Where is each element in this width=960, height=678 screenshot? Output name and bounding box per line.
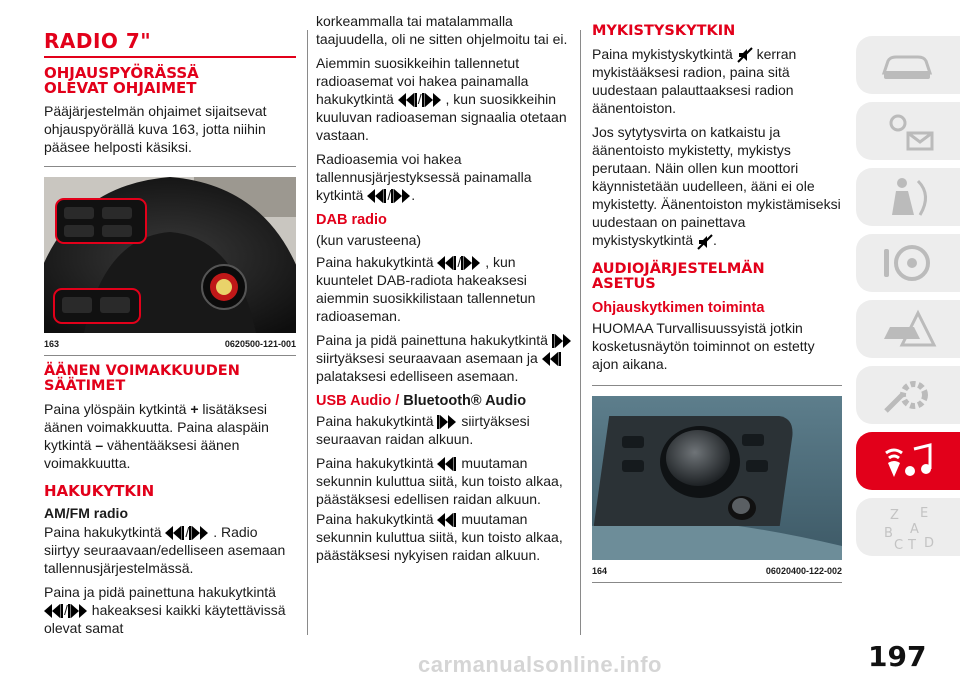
separator: / <box>185 524 190 540</box>
dab-heading: DAB radio <box>316 212 387 228</box>
figure-164 <box>592 385 842 583</box>
column-divider <box>307 30 308 635</box>
paragraph <box>316 150 572 204</box>
usb-heading <box>316 393 572 410</box>
volume-paragraph <box>44 400 296 472</box>
text: Jos sytytysvirta on katkaistu ja äänentoisto mykistetty, mykistys perutaan. Näin ollen kun moottori käynnistetään uudelleen, ääni ei ole mykistetty. Äänentoiston mykistämiseksi uudestaan on painettava mykistyskytkintä <box>592 124 841 249</box>
mute-heading: MYKISTYSKYTKIN <box>592 23 736 39</box>
text: Paina hakukytkintä <box>44 524 162 540</box>
amfm-paragraph-2 <box>44 583 296 637</box>
dab-paragraph-1 <box>316 253 572 325</box>
paragraph: korkeammalla tai matalammalla taajuudella, oli ne sitten ohjelmoitu tai ei. <box>316 13 568 47</box>
tab-starting-driving[interactable] <box>856 234 960 292</box>
next-track-icon <box>391 189 411 203</box>
text: Paina ylöspäin kytkintä <box>44 401 187 417</box>
text: siirtyäksesi seuraavan raidan alkuun. <box>316 413 530 447</box>
mute-icon <box>697 234 713 250</box>
minus-symbol: – <box>95 437 104 453</box>
heading-line: OHJAUSPYÖRÄSSÄ <box>44 64 199 82</box>
previous-track-icon <box>437 256 457 270</box>
text: muutaman sekunnin kuluttua siitä, kun toisto alkaa, päästäksesi edellisen raidan alkuun. <box>316 455 563 507</box>
separator: / <box>417 91 422 107</box>
mute-icon <box>737 47 753 63</box>
tab-emergency[interactable] <box>856 300 960 358</box>
tab-warning-lights[interactable] <box>856 102 960 160</box>
previous-track-icon <box>437 457 457 471</box>
mute-paragraph-1 <box>592 45 842 117</box>
heading-line: AUDIOJÄRJESTELMÄN <box>592 260 765 277</box>
text: . Radio siirtyy seuraavaan/edelliseen asemaan tallennusjärjestelmässä. <box>44 524 286 576</box>
next-track-icon <box>68 604 88 618</box>
multimedia-icon <box>878 439 938 483</box>
section-heading <box>44 66 296 96</box>
heading-line: ASETUS <box>592 275 656 292</box>
index-letter: E <box>920 506 929 521</box>
text: Radioasemia voi hakea tallennusjärjestyksessä painamalla kytkintä <box>316 151 532 203</box>
separator: / <box>64 602 68 618</box>
warning-lights-icon <box>878 109 938 153</box>
previous-track-icon <box>398 93 418 107</box>
heading-line: ÄÄNEN VOIMAKKUUDEN <box>44 363 240 379</box>
column-3 <box>592 20 842 591</box>
text: , kun kuuntelet DAB-radiota hakeaksesi aiemmin suosikkilistaan tallennetun radioaseman. <box>316 254 536 324</box>
amfm-paragraph-1 <box>44 523 296 577</box>
search-heading: HAKUKYTKIN <box>44 482 155 500</box>
next-track-icon <box>189 526 209 540</box>
text: siirtyäksesi seuraavaan asemaan ja <box>316 350 538 366</box>
separator: / <box>457 254 462 270</box>
text: hakeaksesi kaikki käytettävissä olevat samat <box>44 602 286 636</box>
previous-track-icon <box>367 189 387 203</box>
tab-car-info[interactable] <box>856 36 960 94</box>
text: muutaman sekunnin kuluttua siitä, kun toisto alkaa, päästäksesi nykyisen raidan alkuun. <box>316 511 563 563</box>
index-letter: A <box>910 522 919 537</box>
text: Paina ja pidä painettuna hakukytkintä <box>44 584 276 600</box>
heading-red-part: USB Audio / <box>316 393 400 409</box>
starting-driving-icon <box>878 241 938 285</box>
figure-caption <box>44 339 296 349</box>
text: Paina hakukytkintä <box>316 511 434 527</box>
text: Paina hakukytkintä <box>316 254 434 270</box>
volume-heading <box>44 364 296 394</box>
page-title: RADIO 7" <box>44 29 152 53</box>
mute-paragraph-2 <box>592 123 842 249</box>
paragraph <box>316 54 572 144</box>
previous-track-icon <box>542 352 562 366</box>
title-rule <box>44 56 296 58</box>
text: , kun suosikkeihin kuuluvan radioaseman signaalia otetaan vastaan. <box>316 91 567 143</box>
car-info-icon <box>878 45 938 85</box>
column-2 <box>316 12 572 570</box>
text: kerran mykistääksesi radion, paina sitä uudestaan palauttaaksesi radion äänentoiston. <box>592 46 797 117</box>
figure-number: 164 <box>592 565 608 576</box>
maintenance-icon <box>878 373 938 417</box>
next-track-icon <box>552 334 572 348</box>
usb-paragraph-2 <box>316 454 572 508</box>
index-letter: C <box>894 538 904 551</box>
text: Paina ja pidä painettuna hakukytkintä <box>316 332 548 348</box>
chapter-tabs <box>856 36 960 564</box>
tab-index[interactable] <box>856 498 960 556</box>
control-knob-photo <box>592 396 842 560</box>
intro-paragraph: Pääjärjestelmän ohjaimet sijaitsevat ohjauspyörällä kuva 163, jotta niihin pääsee helposti käsiksi. <box>44 103 267 155</box>
previous-track-icon <box>437 513 457 527</box>
tab-multimedia[interactable] <box>856 432 960 490</box>
safety-icon <box>878 175 938 219</box>
plus-symbol: + <box>190 401 199 417</box>
text: Aiemmin suosikkeihin tallennetut radioasemat voi hakea painamalla hakukytkintä <box>316 55 529 107</box>
emergency-icon <box>878 307 938 351</box>
previous-track-icon <box>165 526 185 540</box>
control-paragraph: HUOMAA Turvallisuussyistä jotkin kosketusnäytön toiminnot on estetty ajon aikana. <box>592 319 815 372</box>
text: . <box>411 187 416 203</box>
figure-caption <box>592 566 842 576</box>
dab-note: (kun varusteena) <box>316 232 422 248</box>
figure-code: 06020400-122-002 <box>765 565 842 576</box>
next-track-icon <box>422 93 442 107</box>
next-track-icon <box>461 256 481 270</box>
usb-paragraph-1 <box>316 412 572 448</box>
usb-paragraph-3 <box>316 510 572 564</box>
text: Paina hakukytkintä <box>316 455 434 471</box>
index-letter: Z <box>890 508 899 523</box>
index-letter: T <box>908 538 916 551</box>
tab-safety[interactable] <box>856 168 960 226</box>
separator: / <box>387 187 392 203</box>
amfm-heading: AM/FM radio <box>44 505 128 521</box>
page-number: 197 <box>868 640 927 673</box>
heading-line: SÄÄTIMET <box>44 378 126 394</box>
watermark: carmanualsonline.info <box>418 652 662 677</box>
figure-number: 163 <box>44 339 60 349</box>
text: . <box>713 232 717 249</box>
figure-163 <box>44 166 296 356</box>
previous-track-icon <box>44 604 64 618</box>
column-1 <box>44 30 296 643</box>
steering-wheel-photo <box>44 177 296 333</box>
text: Paina hakukytkintä <box>316 413 434 429</box>
audio-setup-heading <box>592 262 842 292</box>
heading-black-part: Bluetooth® Audio <box>403 393 527 409</box>
next-track-icon <box>437 415 457 429</box>
index-letter: D <box>924 536 935 551</box>
tab-maintenance[interactable] <box>856 366 960 424</box>
heading-line: OLEVAT OHJAIMET <box>44 79 197 97</box>
column-divider <box>580 30 581 635</box>
dab-paragraph-2 <box>316 331 572 385</box>
text: lisätäksesi äänen voimakkuutta. Paina alaspäin kytkintä <box>44 401 269 453</box>
control-heading: Ohjauskytkimen toiminta <box>592 299 765 316</box>
text: vähentääksesi äänen voimakkuutta. <box>44 437 240 471</box>
index-letter: B <box>884 526 893 541</box>
text: Paina mykistyskytkintä <box>592 46 733 62</box>
index-icon <box>876 503 940 551</box>
figure-code: 0620500-121-001 <box>224 339 296 349</box>
text: palataksesi edelliseen asemaan. <box>316 368 519 384</box>
